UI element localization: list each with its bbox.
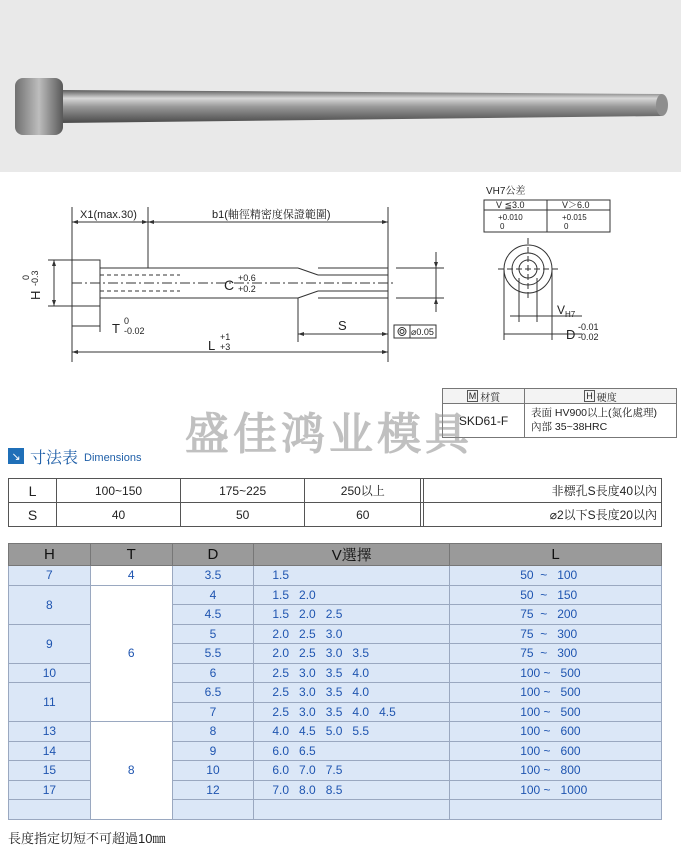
table-row — [9, 722, 662, 742]
d-cell: 6.5 — [172, 683, 254, 703]
h-tol-upper: 0 — [21, 274, 31, 280]
table-header-row — [9, 544, 662, 566]
technical-drawing — [0, 172, 681, 390]
h-tol-lower: -0.3 — [30, 270, 40, 286]
material-header: M 材質 — [443, 389, 525, 403]
s-label: S — [338, 318, 347, 333]
col-header-d: D — [172, 544, 254, 566]
d-tol-upper: -0.01 — [578, 322, 599, 332]
t-cell: 8 — [90, 722, 172, 820]
d-cell: 5.5 — [172, 644, 254, 664]
h-cell: 9 — [9, 624, 91, 663]
h-cell: 13 — [9, 722, 91, 742]
hardness-surface: 表面 HV900以上(氮化處理) — [531, 407, 658, 419]
material-header-row — [443, 389, 676, 404]
d-cell — [172, 800, 254, 820]
hardness-core: 內部 35~38HRC — [531, 421, 608, 433]
v-cell — [254, 800, 450, 820]
d-cell: 10 — [172, 761, 254, 781]
ls-cell: 250以上 — [305, 479, 421, 503]
d-cell: 7 — [172, 702, 254, 722]
l-cell: 100 ~ 600 — [450, 741, 662, 761]
ls-note: ⌀2以下S長度20以內 — [424, 503, 662, 527]
section-title-en: Dimensions — [84, 452, 142, 464]
tol-col2-upper: +0.015 — [562, 213, 587, 222]
ls-cell: 175~225 — [181, 479, 305, 503]
h-cell: 7 — [9, 566, 91, 586]
l-cell: 100 ~ 500 — [450, 702, 662, 722]
l-cell: 75 ~ 200 — [450, 605, 662, 625]
l-tol-upper: +1 — [220, 332, 231, 342]
t-tol-upper: 0 — [124, 316, 130, 326]
c-tol-lower: +0.2 — [238, 284, 256, 294]
v-cell: 2.5 3.0 3.5 4.0 — [254, 663, 450, 683]
col-header-v: V選擇 — [254, 544, 450, 566]
section-title — [8, 444, 141, 468]
v-cell: 7.0 8.0 8.5 — [254, 780, 450, 800]
hardness-header: H 硬度 — [586, 391, 617, 404]
h-cell: 14 — [9, 741, 91, 761]
section-title-zh: 寸法表 — [30, 449, 79, 467]
tol-col1-upper: +0.010 — [498, 213, 523, 222]
v-label: V — [557, 303, 566, 317]
t-tol-lower: -0.02 — [124, 326, 145, 336]
t-label: T — [112, 321, 120, 336]
col-header-t: T — [90, 544, 172, 566]
v-cell: 6.0 6.5 — [254, 741, 450, 761]
l-cell: 50 ~ 150 — [450, 585, 662, 605]
d-cell: 4.5 — [172, 605, 254, 625]
l-cell: 50 ~ 100 — [450, 566, 662, 586]
v-cell: 2.5 3.0 3.5 4.0 — [254, 683, 450, 703]
b1-label: b1(軸徑精密度保證範圍) — [212, 209, 331, 221]
h-cell — [9, 800, 91, 820]
h-cell: 8 — [9, 585, 91, 624]
l-tol-lower: +3 — [220, 342, 231, 352]
l-cell: 75 ~ 300 — [450, 624, 662, 644]
ls-cell: 50 — [181, 503, 305, 527]
v-cell: 6.0 7.0 7.5 — [254, 761, 450, 781]
ls-row-s — [9, 503, 662, 527]
ls-table — [8, 478, 662, 527]
l-cell: 100 ~ 1000 — [450, 780, 662, 800]
ls-label: S — [9, 503, 57, 527]
d-label: D — [566, 327, 576, 342]
h-cell: 17 — [9, 780, 91, 800]
v-cell: 4.0 4.5 5.0 5.5 — [254, 722, 450, 742]
dimensions-table — [8, 543, 662, 820]
x1-label: X1(max.30) — [80, 209, 137, 221]
table-row — [9, 585, 662, 605]
concentricity-label: ⌀0.05 — [411, 327, 434, 337]
v-cell: 1.5 2.0 2.5 — [254, 605, 450, 625]
v-cell: 1.5 2.0 — [254, 585, 450, 605]
d-cell: 12 — [172, 780, 254, 800]
d-tol-lower: -0.02 — [578, 332, 599, 342]
l-cell: 100 ~ 500 — [450, 663, 662, 683]
l-cell: 100 ~ 800 — [450, 761, 662, 781]
material-grade: SKD61-F — [443, 404, 525, 438]
l-cell: 100 ~ 500 — [450, 683, 662, 703]
material-body-row — [443, 404, 676, 438]
table-row — [9, 566, 662, 586]
t-cell: 4 — [90, 566, 172, 586]
hardness-values — [525, 404, 676, 438]
col-header-h: H — [9, 544, 91, 566]
d-cell: 9 — [172, 741, 254, 761]
v-cell: 1.5 — [254, 566, 450, 586]
l-cell: 100 ~ 600 — [450, 722, 662, 742]
d-cell: 8 — [172, 722, 254, 742]
h-cell: 15 — [9, 761, 91, 781]
material-icon: M — [468, 391, 477, 401]
ls-cell: 100~150 — [57, 479, 181, 503]
v-cell: 2.0 2.5 3.0 — [254, 624, 450, 644]
c-tol-upper: +0.6 — [238, 273, 256, 283]
t-cell: 6 — [90, 585, 172, 722]
h-label: H — [28, 290, 43, 300]
arrow-icon: ↘ — [8, 448, 24, 464]
v-sub: H7 — [565, 310, 576, 319]
h-cell: 11 — [9, 683, 91, 722]
d-cell: 5 — [172, 624, 254, 644]
d-cell: 6 — [172, 663, 254, 683]
tol-col1: V ≦3.0 — [496, 200, 525, 210]
hardness-icon: H — [586, 391, 593, 401]
ls-row-l — [9, 479, 662, 503]
v-cell: 2.5 3.0 3.5 4.0 4.5 — [254, 702, 450, 722]
l-cell — [450, 800, 662, 820]
watermark: 盛佳鸿业模具 — [185, 409, 473, 460]
ejector-pin-image — [0, 0, 681, 172]
tol-col2-lower: 0 — [564, 222, 569, 231]
col-header-l: L — [450, 544, 662, 566]
ls-cell: 40 — [57, 503, 181, 527]
v-cell: 2.0 2.5 3.0 3.5 — [254, 644, 450, 664]
tol-title: VH7公差 — [486, 186, 526, 197]
h-cell: 10 — [9, 663, 91, 683]
tol-col1-lower: 0 — [500, 222, 505, 231]
product-photo — [0, 0, 681, 172]
dimension-diagram — [0, 172, 681, 390]
ls-label: L — [9, 479, 57, 503]
footer-note: 長度指定切短不可超過10㎜ — [8, 831, 166, 846]
l-label: L — [208, 338, 216, 353]
ls-note: 非標孔S長度40以內 — [424, 479, 662, 503]
d-cell: 4 — [172, 585, 254, 605]
tol-col2: V＞6.0 — [562, 200, 590, 210]
d-cell: 3.5 — [172, 566, 254, 586]
c-label: C — [224, 277, 235, 293]
l-cell: 75 ~ 300 — [450, 644, 662, 664]
material-box — [442, 388, 677, 438]
ls-cell: 60 — [305, 503, 421, 527]
